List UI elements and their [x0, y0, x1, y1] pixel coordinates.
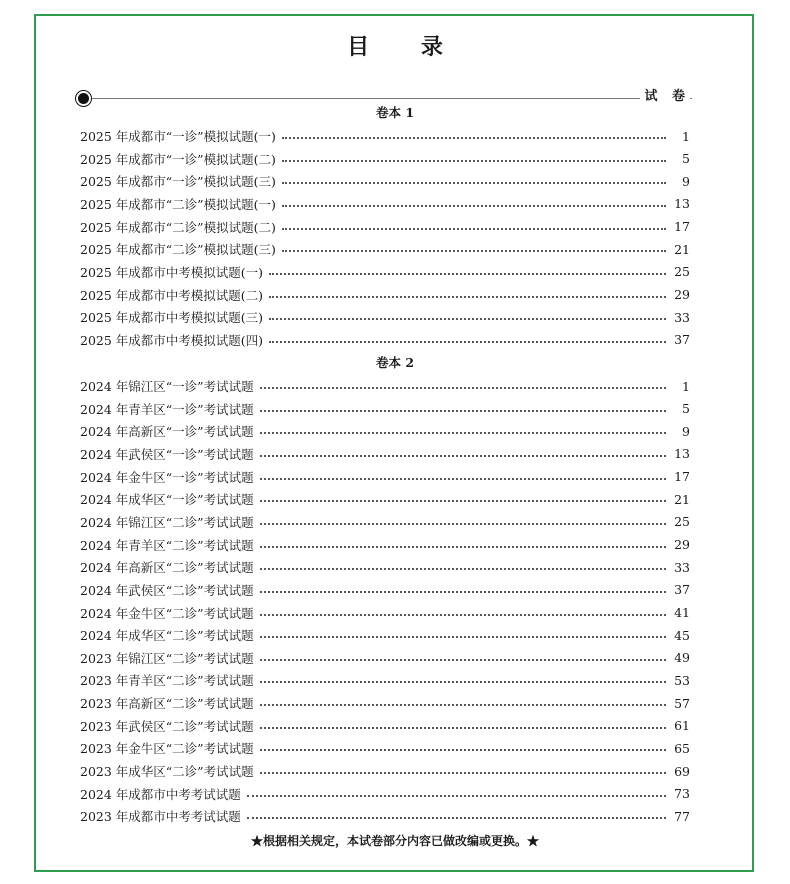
toc-entry-page: 33 — [674, 559, 690, 575]
dot-leader — [247, 817, 666, 819]
toc-entry — [80, 738, 690, 758]
toc-entry-page: 41 — [674, 605, 690, 620]
dot-leader — [260, 772, 666, 774]
toc-entry — [80, 648, 690, 668]
toc-entry-title: 2024 年成都市中考考试试题 — [80, 786, 241, 802]
toc-entry-page: 13 — [674, 196, 690, 212]
toc-entry-title: 2025 年成都市“一诊”模拟试题(二) — [80, 151, 276, 167]
footer-note: ★根据相关规定，本试卷部分内容已做改编或更换。★ — [250, 834, 539, 848]
toc-entry — [80, 467, 690, 487]
dot-leader — [260, 727, 666, 729]
section-heading: 卷本 2 — [375, 355, 415, 370]
toc-entry — [80, 149, 690, 169]
toc-entry-title: 2024 年高新区“一诊”考试试题 — [80, 424, 254, 440]
column-header-label: 试 卷 — [640, 85, 690, 104]
toc-entry — [80, 512, 690, 532]
toc-entry — [80, 761, 690, 781]
toc-entry — [80, 444, 690, 464]
toc-entry-title: 2024 年青羊区“二诊”考试试题 — [80, 537, 254, 553]
toc-entry — [80, 603, 690, 623]
toc-entry-page: 77 — [674, 808, 690, 824]
toc-entry-page: 61 — [674, 718, 690, 734]
toc-entry-page: 25 — [674, 514, 690, 530]
toc-entry-page: 5 — [682, 151, 690, 167]
dot-leader — [260, 387, 666, 389]
toc-entry-page: 73 — [674, 786, 690, 802]
toc-entry-title: 2023 年高新区“二诊”考试试题 — [80, 696, 254, 712]
toc-entry — [80, 421, 690, 441]
toc-entry-title: 2024 年金牛区“一诊”考试试题 — [80, 469, 254, 485]
toc-entry-page: 5 — [682, 401, 690, 417]
toc-entry — [80, 489, 690, 509]
toc-entry-page: 17 — [674, 219, 690, 235]
toc-entry-page: 33 — [674, 309, 690, 325]
dot-leader — [260, 546, 666, 548]
toc-entry-page: 9 — [682, 173, 690, 189]
toc-entry — [80, 716, 690, 736]
toc-entry — [80, 376, 690, 396]
dot-leader — [260, 636, 666, 638]
toc-entry-page: 21 — [674, 241, 690, 257]
toc-entry — [80, 693, 690, 713]
dot-leader — [260, 500, 666, 502]
toc-entry-title: 2024 年高新区“二诊”考试试题 — [80, 560, 254, 576]
toc-entry — [80, 307, 690, 327]
toc-entry-page: 21 — [674, 491, 690, 507]
toc-entry-page: 25 — [674, 264, 690, 280]
toc-entry — [80, 217, 690, 237]
dot-leader — [260, 681, 666, 683]
dot-leader — [260, 478, 666, 480]
header-rule — [92, 98, 692, 99]
toc-entry-page: 1 — [682, 128, 690, 144]
dot-leader — [269, 296, 666, 298]
dot-leader — [282, 205, 666, 207]
toc-entry — [80, 171, 690, 191]
dot-leader — [282, 160, 666, 162]
section-heading: 卷本 1 — [375, 105, 415, 120]
toc-entry — [80, 262, 690, 282]
toc-entry — [80, 126, 690, 146]
toc-entry — [80, 806, 690, 826]
toc-entry-title: 2024 年武侯区“一诊”考试试题 — [80, 446, 254, 462]
toc-entry-page: 1 — [682, 378, 690, 394]
dot-leader — [260, 410, 666, 412]
toc-entry — [80, 399, 690, 419]
toc-entry-title: 2023 年成华区“二诊”考试试题 — [80, 764, 254, 780]
toc-entry-page: 13 — [674, 446, 690, 462]
toc-entry — [80, 580, 690, 600]
dot-leader — [269, 318, 666, 320]
dot-leader — [260, 432, 666, 434]
toc-entry-title: 2025 年成都市“二诊”模拟试题(一) — [80, 196, 276, 212]
toc-entry-page: 69 — [674, 763, 690, 779]
dot-leader — [260, 614, 666, 616]
toc-entry-title: 2024 年武侯区“二诊”考试试题 — [80, 582, 254, 598]
toc-entry-title: 2025 年成都市中考模拟试题(四) — [80, 332, 264, 348]
toc-entry-page: 57 — [674, 695, 690, 711]
toc-entry-title: 2025 年成都市中考模拟试题(一) — [80, 264, 264, 280]
page-title: 目 录 — [347, 35, 465, 60]
toc-entry-title: 2025 年成都市中考模拟试题(二) — [80, 287, 264, 303]
toc-entry-title: 2025 年成都市中考模拟试题(三) — [80, 310, 264, 326]
toc-entry — [80, 330, 690, 350]
toc-entry-title: 2024 年成华区“二诊”考试试题 — [80, 628, 254, 644]
toc-entry — [80, 670, 690, 690]
toc-entry-page: 37 — [674, 332, 690, 348]
dot-leader — [282, 182, 666, 184]
toc-entry-page: 29 — [674, 287, 690, 303]
toc-entry-title: 2024 年青羊区“一诊”考试试题 — [80, 401, 254, 417]
toc-entry — [80, 535, 690, 555]
toc-entry-title: 2024 年金牛区“二诊”考试试题 — [80, 605, 254, 621]
toc-entry-page: 49 — [674, 650, 690, 666]
toc-entry — [80, 239, 690, 259]
dot-leader — [260, 455, 666, 457]
toc-entry-title: 2024 年锦江区“一诊”考试试题 — [80, 379, 254, 394]
dot-leader — [260, 659, 666, 661]
toc-entry-title: 2023 年成都市中考考试试题 — [80, 809, 241, 825]
toc-entry-title: 2025 年成都市“一诊”模拟试题(一) — [80, 129, 276, 144]
dot-leader — [282, 228, 666, 230]
toc-entry-page: 53 — [674, 672, 690, 688]
toc-entry-page: 17 — [674, 469, 690, 485]
toc-entry — [80, 784, 690, 804]
toc-entry-title: 2023 年锦江区“二诊”考试试题 — [80, 650, 254, 666]
dot-leader — [282, 250, 666, 252]
toc-entry-title: 2023 年金牛区“二诊”考试试题 — [80, 741, 254, 757]
dot-leader — [247, 795, 666, 797]
toc-entry-page: 9 — [682, 423, 690, 439]
toc-entry-title: 2024 年成华区“一诊”考试试题 — [80, 492, 254, 508]
dot-leader — [260, 749, 666, 751]
dot-leader — [260, 704, 666, 706]
toc-entry — [80, 285, 690, 305]
toc-entry-page: 45 — [674, 627, 690, 643]
toc-entry-page: 65 — [674, 740, 690, 756]
toc-entry — [80, 625, 690, 645]
dot-leader — [260, 523, 666, 525]
dot-leader — [260, 591, 666, 593]
dot-leader — [282, 137, 666, 139]
toc-entry — [80, 557, 690, 577]
toc-entry-title: 2023 年武侯区“二诊”考试试题 — [80, 718, 254, 734]
toc-entry — [80, 194, 690, 214]
toc-entry-title: 2025 年成都市“二诊”模拟试题(三) — [80, 242, 276, 258]
toc-entry-title: 2025 年成都市“一诊”模拟试题(三) — [80, 174, 276, 190]
toc-entry-page: 37 — [674, 582, 690, 598]
toc-entry-title: 2023 年青羊区“二诊”考试试题 — [80, 673, 254, 689]
toc-entry-page: 29 — [674, 537, 690, 553]
dot-leader — [269, 341, 666, 343]
toc-entry-title: 2025 年成都市“二诊”模拟试题(二) — [80, 219, 276, 235]
toc-entry-title: 2024 年锦江区“二诊”考试试题 — [80, 514, 254, 530]
dot-leader — [260, 568, 666, 570]
dot-leader — [269, 273, 666, 275]
